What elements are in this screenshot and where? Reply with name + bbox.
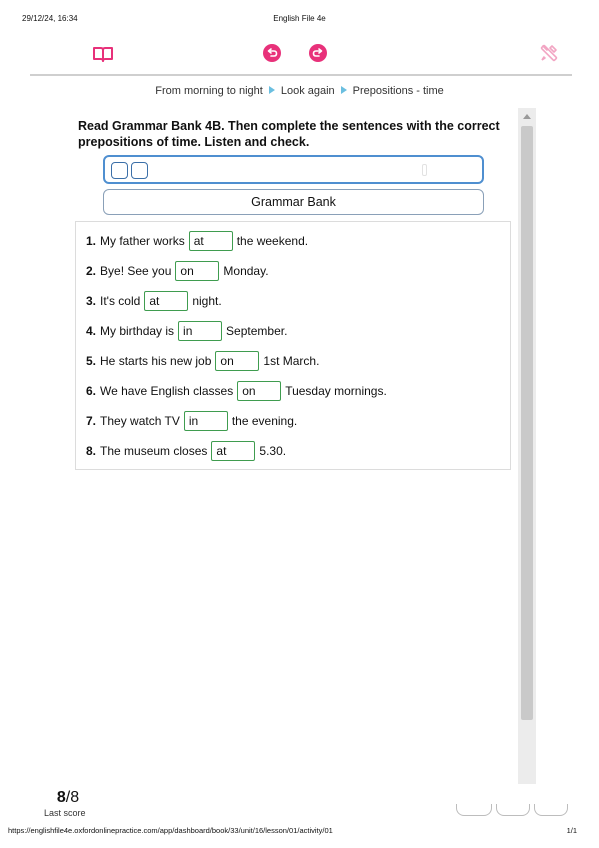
answer-field[interactable]: in <box>184 411 228 431</box>
answer-field[interactable]: on <box>175 261 219 281</box>
item-text-before: He starts his new job <box>100 354 212 368</box>
toolbar <box>30 36 572 76</box>
instruction-text: Read Grammar Bank 4B. Then complete the sentences with the correct prepositions of time. Listen and check. <box>78 119 500 149</box>
item-text-after: night. <box>192 294 222 308</box>
exercise-item <box>86 231 308 251</box>
breadcrumb-arrow-icon <box>341 86 347 94</box>
item-text-after: Monday. <box>223 264 269 278</box>
scroll-up-icon[interactable] <box>523 114 531 119</box>
answer-field[interactable]: in <box>178 321 222 341</box>
item-number: 7. <box>86 414 97 428</box>
item-number: 2. <box>86 264 97 278</box>
exercise-item <box>86 441 286 461</box>
book-icon[interactable] <box>92 44 114 64</box>
breadcrumb-arrow-icon <box>269 86 275 94</box>
item-text-after: 5.30. <box>259 444 287 458</box>
item-number: 1. <box>86 234 97 248</box>
breadcrumb <box>0 85 599 97</box>
score-value <box>48 789 88 807</box>
item-text-after: the evening. <box>231 414 298 428</box>
footer-button-2[interactable] <box>496 804 530 816</box>
exercise-item <box>86 261 269 281</box>
item-text-after: Tuesday mornings. <box>285 384 387 398</box>
print-footer <box>8 826 577 835</box>
item-text-before: My father works <box>100 234 185 248</box>
undo-icon[interactable] <box>262 43 282 63</box>
score-number: 8 <box>56 789 66 806</box>
answer-field[interactable]: on <box>215 351 259 371</box>
item-text-after: 1st March. <box>263 354 320 368</box>
footer-button-1[interactable] <box>456 804 492 816</box>
item-number: 5. <box>86 354 97 368</box>
audio-progress-marker <box>422 164 427 176</box>
item-number: 8. <box>86 444 97 458</box>
item-text-before: They watch TV <box>100 414 180 428</box>
breadcrumb-lesson[interactable]: Look again <box>280 85 335 97</box>
exercise-item <box>86 351 319 371</box>
tools-icon[interactable] <box>538 42 560 64</box>
exercise-item <box>86 321 287 341</box>
audio-control-button[interactable] <box>111 162 128 179</box>
exercise-item <box>86 291 222 311</box>
item-text-before: Bye! See you <box>100 264 172 278</box>
print-title: English File 4e <box>273 14 326 23</box>
audio-player[interactable] <box>103 155 484 184</box>
page-url: https://englishfile4e.oxfordonlinepractice.com/app/dashboard/book/33/unit/16/lesson/01/activity/01 <box>8 826 333 835</box>
item-text-before: It's cold <box>100 294 141 308</box>
exercise-item <box>86 381 387 401</box>
exercise-panel <box>75 221 511 470</box>
scrollbar-thumb[interactable] <box>521 126 533 720</box>
redo-icon[interactable] <box>308 43 328 63</box>
print-date: 29/12/24, 16:34 <box>22 14 78 23</box>
answer-field[interactable]: at <box>211 441 255 461</box>
item-number: 3. <box>86 294 97 308</box>
breadcrumb-activity: Prepositions - time <box>352 85 444 97</box>
score-total: /8 <box>65 789 80 806</box>
item-number: 4. <box>86 324 97 338</box>
item-number: 6. <box>86 384 97 398</box>
answer-field[interactable]: at <box>144 291 188 311</box>
item-text-after: September. <box>226 324 288 338</box>
score-label: Last score <box>44 808 86 818</box>
exercise-item <box>86 411 297 431</box>
item-text-before: My birthday is <box>100 324 175 338</box>
answer-field[interactable]: at <box>189 231 233 251</box>
footer-button-3[interactable] <box>534 804 568 816</box>
answer-field[interactable]: on <box>237 381 281 401</box>
item-text-after: the weekend. <box>236 234 309 248</box>
item-text-before: We have English classes <box>100 384 234 398</box>
score-display <box>44 789 88 818</box>
audio-control-button[interactable] <box>131 162 148 179</box>
page-number: 1/1 <box>566 826 577 835</box>
scrollbar[interactable] <box>518 108 536 784</box>
grammar-bank-button[interactable]: Grammar Bank <box>103 189 484 215</box>
item-text-before: The museum closes <box>100 444 208 458</box>
print-header <box>22 14 577 26</box>
breadcrumb-unit[interactable]: From morning to night <box>155 85 263 97</box>
